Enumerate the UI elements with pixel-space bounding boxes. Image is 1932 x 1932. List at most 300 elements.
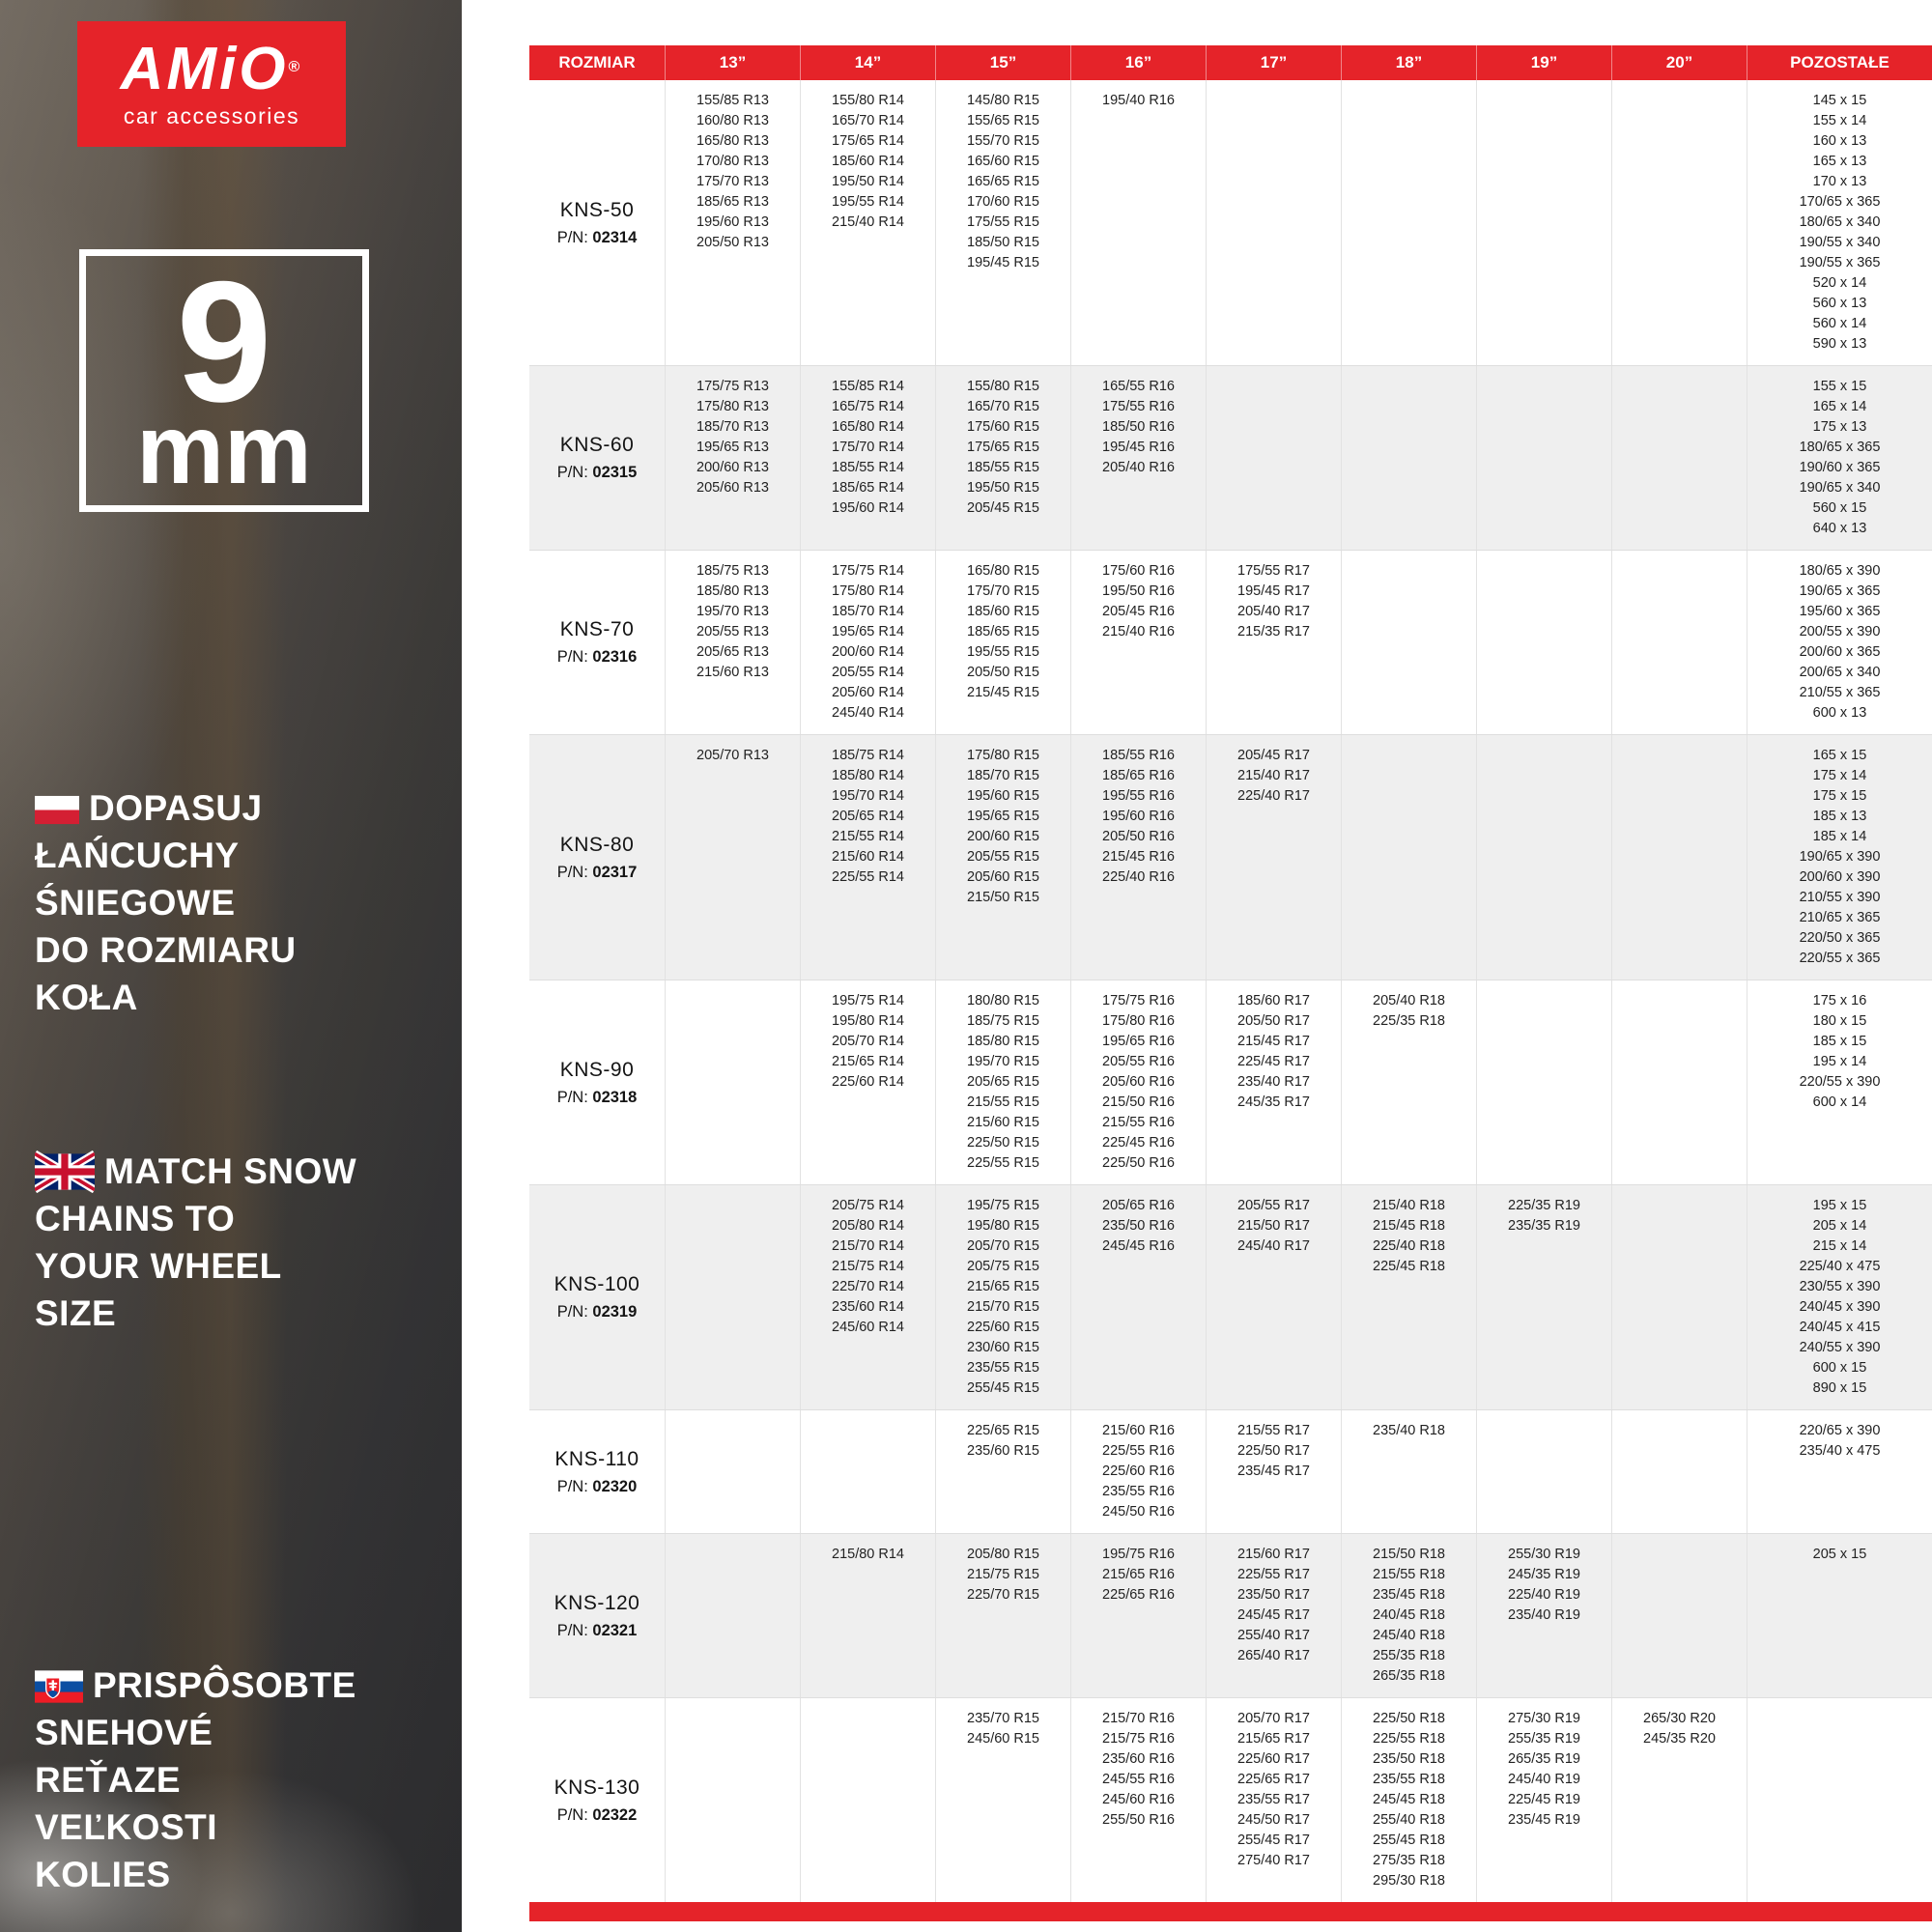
tire-size: 200/55 x 390 xyxy=(1799,624,1881,639)
tire-size: 225/50 R17 xyxy=(1237,1443,1310,1459)
tire-size: 225/55 R18 xyxy=(1373,1731,1445,1747)
model-cell xyxy=(529,1534,665,1697)
tire-size: 155/85 R13 xyxy=(696,93,769,108)
tire-size: 215/40 R17 xyxy=(1237,768,1310,783)
headline-polish: DOPASUJ ŁAŃCUCHY ŚNIEGOWE DO ROZMIARU KOŁA xyxy=(35,788,297,1017)
tire-size: 520 x 14 xyxy=(1812,275,1867,291)
tire-size: 190/65 x 340 xyxy=(1799,480,1881,496)
tire-size: 185/80 R14 xyxy=(832,768,904,783)
sizes-cell xyxy=(1070,80,1206,365)
tire-size: 165/65 R15 xyxy=(967,174,1039,189)
tire-size: 170/65 x 365 xyxy=(1799,194,1881,210)
tire-size: 175/75 R16 xyxy=(1102,993,1175,1009)
tire-size: 225/35 R19 xyxy=(1508,1198,1580,1213)
tire-size: 175/65 R14 xyxy=(832,133,904,149)
tire-size: 215/75 R14 xyxy=(832,1259,904,1274)
sizes-cell xyxy=(1747,1185,1932,1409)
sizes-cell xyxy=(800,1534,935,1697)
tire-size: 165 x 15 xyxy=(1812,748,1867,763)
tire-size: 205/65 R14 xyxy=(832,809,904,824)
model-name: KNS-80 xyxy=(559,833,635,856)
tire-size: 180/65 x 340 xyxy=(1799,214,1881,230)
tire-size: 235/50 R16 xyxy=(1102,1218,1175,1234)
tire-size: 210/65 x 365 xyxy=(1799,910,1881,925)
sizes-cell xyxy=(1206,551,1341,734)
tire-size: 225/55 R17 xyxy=(1237,1567,1310,1582)
tire-size: 205/80 R15 xyxy=(967,1547,1039,1562)
sizes-cell xyxy=(935,366,1070,550)
sizes-cell xyxy=(665,735,800,980)
tire-size: 235/55 R16 xyxy=(1102,1484,1175,1499)
tire-size: 175 x 15 xyxy=(1812,788,1867,804)
tire-size: 175/55 R17 xyxy=(1237,563,1310,579)
tire-size: 185/75 R15 xyxy=(967,1013,1039,1029)
tire-size: 215/55 R15 xyxy=(967,1094,1039,1110)
sizes-cell xyxy=(1070,735,1206,980)
tire-size: 215/75 R15 xyxy=(967,1567,1039,1582)
tire-size: 185/70 R15 xyxy=(967,768,1039,783)
model-name: KNS-100 xyxy=(554,1273,640,1295)
sizes-cell xyxy=(1206,80,1341,365)
tire-size: 190/55 x 365 xyxy=(1799,255,1881,270)
tire-size: 190/65 x 390 xyxy=(1799,849,1881,865)
part-number: P/N: 02321 xyxy=(556,1621,638,1639)
tire-size: 205/60 R15 xyxy=(967,869,1039,885)
tire-size: 225/50 R16 xyxy=(1102,1155,1175,1171)
tire-size: 225/65 R15 xyxy=(967,1423,1039,1438)
part-number: P/N: 02319 xyxy=(556,1303,638,1321)
tire-size: 215/45 R16 xyxy=(1102,849,1175,865)
tire-size: 180 x 15 xyxy=(1812,1013,1867,1029)
tire-size: 175/65 R15 xyxy=(967,440,1039,455)
sizes-cell xyxy=(1611,80,1747,365)
sizes-cell xyxy=(1341,551,1476,734)
sizes-cell xyxy=(800,1185,935,1409)
sizes-cell xyxy=(665,1185,800,1409)
tire-size: 600 x 13 xyxy=(1812,705,1867,721)
tire-size: 195/80 R14 xyxy=(832,1013,904,1029)
tire-size: 245/45 R16 xyxy=(1102,1238,1175,1254)
sizes-cell xyxy=(1476,80,1611,365)
sizes-cell xyxy=(1070,551,1206,734)
tire-size: 215/45 R18 xyxy=(1373,1218,1445,1234)
tire-size: 175/80 R15 xyxy=(967,748,1039,763)
tire-size: 215/55 R17 xyxy=(1237,1423,1310,1438)
tire-size: 265/40 R17 xyxy=(1237,1648,1310,1663)
tire-size: 175 x 13 xyxy=(1812,419,1867,435)
sizes-cell xyxy=(800,980,935,1184)
tire-size: 180/65 x 390 xyxy=(1799,563,1881,579)
sizes-cell xyxy=(1341,1534,1476,1697)
tire-size: 215/65 R16 xyxy=(1102,1567,1175,1582)
sizes-cell xyxy=(1611,735,1747,980)
tire-size: 175/60 R16 xyxy=(1102,563,1175,579)
tire-size: 195/50 R16 xyxy=(1102,583,1175,599)
tire-size: 205/55 R14 xyxy=(832,665,904,680)
tire-size: 245/40 R18 xyxy=(1373,1628,1445,1643)
tire-size: 245/55 R16 xyxy=(1102,1772,1175,1787)
tire-size: 145 x 15 xyxy=(1812,93,1867,108)
tire-size: 195/60 R13 xyxy=(696,214,769,230)
tire-size: 190/60 x 365 xyxy=(1799,460,1881,475)
tire-size: 205/70 R15 xyxy=(967,1238,1039,1254)
tire-size: 225/60 R14 xyxy=(832,1074,904,1090)
model-cell xyxy=(529,366,665,550)
table-row xyxy=(529,365,1932,550)
tire-size: 175/80 R16 xyxy=(1102,1013,1175,1029)
tire-size: 195/65 R16 xyxy=(1102,1034,1175,1049)
tire-size: 235/40 x 475 xyxy=(1799,1443,1881,1459)
tire-size: 195/60 R15 xyxy=(967,788,1039,804)
tire-size: 180/65 x 365 xyxy=(1799,440,1881,455)
tire-size: 255/35 R19 xyxy=(1508,1731,1580,1747)
tire-size: 195/45 R16 xyxy=(1102,440,1175,455)
sizes-cell xyxy=(1611,1410,1747,1533)
tire-size: 265/30 R20 xyxy=(1643,1711,1716,1726)
sizes-cell xyxy=(665,551,800,734)
tire-size: 235/50 R17 xyxy=(1237,1587,1310,1603)
part-number: P/N: 02322 xyxy=(556,1805,638,1824)
tire-size: 185/60 R15 xyxy=(967,604,1039,619)
tire-size: 600 x 15 xyxy=(1812,1360,1867,1376)
tire-size: 195 x 15 xyxy=(1812,1198,1867,1213)
sizes-cell xyxy=(1476,366,1611,550)
model-cell xyxy=(529,1698,665,1902)
tire-size: 205/75 R15 xyxy=(967,1259,1039,1274)
tire-size: 205/55 R13 xyxy=(696,624,769,639)
tire-size: 195/75 R14 xyxy=(832,993,904,1009)
tire-size: 295/30 R18 xyxy=(1373,1873,1445,1889)
tire-size: 195/60 R14 xyxy=(832,500,904,516)
tire-size: 200/60 R13 xyxy=(696,460,769,475)
tire-size: 185 x 15 xyxy=(1812,1034,1867,1049)
sizes-cell xyxy=(935,1410,1070,1533)
tire-size: 195/70 R15 xyxy=(967,1054,1039,1069)
model-cell xyxy=(529,551,665,734)
tire-size: 170/80 R13 xyxy=(696,154,769,169)
tire-size: 225/45 R16 xyxy=(1102,1135,1175,1151)
tire-size: 590 x 13 xyxy=(1812,336,1867,352)
sizes-cell xyxy=(1206,1410,1341,1533)
tire-size: 165/70 R14 xyxy=(832,113,904,128)
tire-size: 225/55 R14 xyxy=(832,869,904,885)
part-number: P/N: 02314 xyxy=(556,228,638,246)
sizes-cell xyxy=(1747,735,1932,980)
tire-size: 165/75 R14 xyxy=(832,399,904,414)
tire-size: 195/50 R15 xyxy=(967,480,1039,496)
tire-size: 205/50 R16 xyxy=(1102,829,1175,844)
sizes-cell xyxy=(1206,735,1341,980)
column-header: 20” xyxy=(1611,45,1747,80)
tire-size: 245/60 R16 xyxy=(1102,1792,1175,1807)
tire-size: 205 x 14 xyxy=(1812,1218,1867,1234)
sizes-cell xyxy=(1476,1698,1611,1902)
sizes-cell xyxy=(1611,1185,1747,1409)
table-row xyxy=(529,1533,1932,1697)
tire-size: 255/45 R17 xyxy=(1237,1833,1310,1848)
sizes-cell xyxy=(800,1698,935,1902)
tire-size: 215/45 R17 xyxy=(1237,1034,1310,1049)
tire-size: 225/45 R19 xyxy=(1508,1792,1580,1807)
tire-size: 215/40 R16 xyxy=(1102,624,1175,639)
tire-size: 215/70 R14 xyxy=(832,1238,904,1254)
tire-size: 255/40 R17 xyxy=(1237,1628,1310,1643)
tire-size: 225/35 R18 xyxy=(1373,1013,1445,1029)
tire-size: 235/60 R15 xyxy=(967,1443,1039,1459)
model-name: KNS-50 xyxy=(559,198,635,221)
headline-english: MATCH SNOW CHAINS TO YOUR WHEEL SIZE xyxy=(35,1151,357,1333)
sizes-cell xyxy=(800,1410,935,1533)
tire-size: 185/65 R16 xyxy=(1102,768,1175,783)
tire-size: 205/60 R13 xyxy=(696,480,769,496)
tire-size: 155/80 R14 xyxy=(832,93,904,108)
tire-size: 195/65 R15 xyxy=(967,809,1039,824)
tire-size: 185/65 R13 xyxy=(696,194,769,210)
sizes-cell xyxy=(1476,735,1611,980)
tire-size: 215/50 R18 xyxy=(1373,1547,1445,1562)
tire-size: 235/50 R18 xyxy=(1373,1751,1445,1767)
part-number: P/N: 02315 xyxy=(556,464,638,481)
tire-size: 240/45 x 415 xyxy=(1799,1320,1881,1335)
tire-size: 225/40 R16 xyxy=(1102,869,1175,885)
sizes-cell xyxy=(1070,366,1206,550)
tire-size: 195/70 R13 xyxy=(696,604,769,619)
tire-size: 175/60 R15 xyxy=(967,419,1039,435)
sizes-cell xyxy=(800,80,935,365)
sizes-cell xyxy=(1341,1410,1476,1533)
tire-size: 185/65 R14 xyxy=(832,480,904,496)
column-header: 15” xyxy=(935,45,1070,80)
sizes-cell xyxy=(1206,1185,1341,1409)
sizes-cell xyxy=(1341,80,1476,365)
tire-size: 195/80 R15 xyxy=(967,1218,1039,1234)
brand-tagline: car accessories xyxy=(123,102,300,128)
tire-size: 165/70 R15 xyxy=(967,399,1039,414)
column-header: 19” xyxy=(1476,45,1611,80)
tire-size: 155 x 14 xyxy=(1812,113,1867,128)
tire-size: 215 x 14 xyxy=(1812,1238,1867,1254)
tire-size: 215/40 R18 xyxy=(1373,1198,1445,1213)
sizes-cell xyxy=(1206,980,1341,1184)
sizes-cell xyxy=(1611,551,1747,734)
tire-size: 215/55 R18 xyxy=(1373,1567,1445,1582)
tire-size: 155/70 R15 xyxy=(967,133,1039,149)
model-cell xyxy=(529,735,665,980)
tire-size: 165/80 R15 xyxy=(967,563,1039,579)
tire-size: 185/70 R13 xyxy=(696,419,769,435)
poland-flag-icon xyxy=(35,795,79,825)
tire-size: 225/50 R15 xyxy=(967,1135,1039,1151)
column-header: 16” xyxy=(1070,45,1206,80)
tire-size: 245/60 R14 xyxy=(832,1320,904,1335)
table-row xyxy=(529,980,1932,1184)
sizes-cell xyxy=(1476,1185,1611,1409)
tire-size: 185/80 R15 xyxy=(967,1034,1039,1049)
column-header: 18” xyxy=(1341,45,1476,80)
tire-size: 255/30 R19 xyxy=(1508,1547,1580,1562)
model-name: KNS-110 xyxy=(554,1447,639,1470)
sizes-cell xyxy=(1747,1534,1932,1697)
tire-size: 200/60 R14 xyxy=(832,644,904,660)
tire-size: 195/65 R14 xyxy=(832,624,904,639)
sizes-cell xyxy=(1341,1185,1476,1409)
sizes-cell xyxy=(1747,1698,1932,1902)
tire-size: 245/35 R17 xyxy=(1237,1094,1310,1110)
tire-size: 175/70 R14 xyxy=(832,440,904,455)
fitment-table xyxy=(529,45,1932,1921)
tire-size: 225/65 R16 xyxy=(1102,1587,1175,1603)
tire-size: 175/80 R14 xyxy=(832,583,904,599)
column-header: 17” xyxy=(1206,45,1341,80)
tire-size: 220/50 x 365 xyxy=(1799,930,1881,946)
tire-size: 235/45 R17 xyxy=(1237,1463,1310,1479)
brand-logo xyxy=(77,21,346,147)
sizes-cell xyxy=(800,735,935,980)
table-row xyxy=(529,550,1932,734)
tire-size: 230/60 R15 xyxy=(967,1340,1039,1355)
table-row xyxy=(529,1184,1932,1409)
table-body xyxy=(529,80,1932,1902)
tire-size: 205/60 R16 xyxy=(1102,1074,1175,1090)
tire-size: 235/45 R19 xyxy=(1508,1812,1580,1828)
sizes-cell xyxy=(1747,551,1932,734)
tire-size: 215/50 R15 xyxy=(967,890,1039,905)
tire-size: 205/45 R16 xyxy=(1102,604,1175,619)
tire-size: 200/60 x 365 xyxy=(1799,644,1881,660)
tire-size: 560 x 13 xyxy=(1812,296,1867,311)
tire-size: 205/55 R16 xyxy=(1102,1054,1175,1069)
tire-size: 155/80 R15 xyxy=(967,379,1039,394)
tire-size: 200/60 R15 xyxy=(967,829,1039,844)
tire-size: 235/70 R15 xyxy=(967,1711,1039,1726)
part-number: P/N: 02317 xyxy=(556,863,638,881)
tire-size: 215/75 R16 xyxy=(1102,1731,1175,1747)
tire-size: 185/65 R15 xyxy=(967,624,1039,639)
tire-size: 175/70 R13 xyxy=(696,174,769,189)
tire-size: 240/45 R18 xyxy=(1373,1607,1445,1623)
tire-size: 195/45 R17 xyxy=(1237,583,1310,599)
tire-size: 265/35 R19 xyxy=(1508,1751,1580,1767)
sizes-cell xyxy=(665,366,800,550)
tire-size: 560 x 14 xyxy=(1812,316,1867,331)
table-bottom-bar xyxy=(529,1902,1932,1921)
tire-size: 205/55 R17 xyxy=(1237,1198,1310,1213)
sizes-cell xyxy=(935,1698,1070,1902)
tire-size: 245/35 R19 xyxy=(1508,1567,1580,1582)
part-number: P/N: 02318 xyxy=(556,1088,638,1106)
tire-size: 195/60 x 365 xyxy=(1799,604,1881,619)
tire-size: 205/55 R15 xyxy=(967,849,1039,865)
sizes-cell xyxy=(1070,980,1206,1184)
tire-size: 205/80 R14 xyxy=(832,1218,904,1234)
tire-size: 235/40 R19 xyxy=(1508,1607,1580,1623)
tire-size: 265/35 R18 xyxy=(1373,1668,1445,1684)
tire-size: 195/40 R16 xyxy=(1102,93,1175,108)
tire-size: 205/60 R14 xyxy=(832,685,904,700)
tire-size: 215/60 R16 xyxy=(1102,1423,1175,1438)
sizes-cell xyxy=(665,1410,800,1533)
tire-size: 245/40 R19 xyxy=(1508,1772,1580,1787)
tire-size: 175/55 R15 xyxy=(967,214,1039,230)
sizes-cell xyxy=(935,80,1070,365)
tire-size: 255/45 R18 xyxy=(1373,1833,1445,1848)
tire-size: 245/40 R17 xyxy=(1237,1238,1310,1254)
tire-size: 175/55 R16 xyxy=(1102,399,1175,414)
tire-size: 890 x 15 xyxy=(1812,1380,1867,1396)
tire-size: 205/50 R15 xyxy=(967,665,1039,680)
tire-size: 155/85 R14 xyxy=(832,379,904,394)
tire-size: 225/45 R17 xyxy=(1237,1054,1310,1069)
tire-size: 240/55 x 390 xyxy=(1799,1340,1881,1355)
sizes-cell xyxy=(1476,1534,1611,1697)
tire-size: 225/65 R17 xyxy=(1237,1772,1310,1787)
tire-size: 205/75 R14 xyxy=(832,1198,904,1213)
tire-size: 255/40 R18 xyxy=(1373,1812,1445,1828)
sizes-cell xyxy=(1476,1410,1611,1533)
tire-size: 235/55 R17 xyxy=(1237,1792,1310,1807)
tire-size: 195/55 R16 xyxy=(1102,788,1175,804)
sizes-cell xyxy=(800,551,935,734)
tire-size: 185/55 R14 xyxy=(832,460,904,475)
tire-size: 220/55 x 390 xyxy=(1799,1074,1881,1090)
tire-size: 225/60 R15 xyxy=(967,1320,1039,1335)
table-row xyxy=(529,1697,1932,1902)
tire-size: 175 x 16 xyxy=(1812,993,1867,1009)
sizes-cell xyxy=(1070,1698,1206,1902)
tire-size: 175 x 14 xyxy=(1812,768,1867,783)
tire-size: 235/55 R15 xyxy=(967,1360,1039,1376)
sizes-cell xyxy=(935,980,1070,1184)
sizes-cell xyxy=(1341,980,1476,1184)
tire-size: 205/50 R17 xyxy=(1237,1013,1310,1029)
tire-size: 245/45 R18 xyxy=(1373,1792,1445,1807)
tire-size: 225/60 R16 xyxy=(1102,1463,1175,1479)
tire-size: 560 x 15 xyxy=(1812,500,1867,516)
tire-size: 215/70 R15 xyxy=(967,1299,1039,1315)
tire-size: 185/80 R13 xyxy=(696,583,769,599)
tire-size: 225/45 R18 xyxy=(1373,1259,1445,1274)
sizes-cell xyxy=(1476,980,1611,1184)
tire-size: 225/50 R18 xyxy=(1373,1711,1445,1726)
tire-size: 215/60 R17 xyxy=(1237,1547,1310,1562)
tire-size: 600 x 14 xyxy=(1812,1094,1867,1110)
sizes-cell xyxy=(1476,551,1611,734)
tire-size: 225/70 R14 xyxy=(832,1279,904,1294)
tire-size: 275/35 R18 xyxy=(1373,1853,1445,1868)
model-name: KNS-90 xyxy=(559,1058,635,1081)
sizes-cell xyxy=(1747,1410,1932,1533)
tire-size: 185/70 R14 xyxy=(832,604,904,619)
table-header-row xyxy=(529,45,1932,80)
tire-size: 225/40 R19 xyxy=(1508,1587,1580,1603)
tire-size: 165/60 R15 xyxy=(967,154,1039,169)
tire-size: 185 x 14 xyxy=(1812,829,1867,844)
tire-size: 190/55 x 340 xyxy=(1799,235,1881,250)
tire-size: 245/50 R16 xyxy=(1102,1504,1175,1520)
tire-size: 230/55 x 390 xyxy=(1799,1279,1881,1294)
model-name: KNS-70 xyxy=(559,618,635,640)
table-row xyxy=(529,1409,1932,1533)
tire-size: 185/50 R16 xyxy=(1102,419,1175,435)
model-name: KNS-60 xyxy=(559,434,635,456)
tire-size: 215/70 R16 xyxy=(1102,1711,1175,1726)
tire-size: 205/45 R15 xyxy=(967,500,1039,516)
sizes-cell xyxy=(1206,1534,1341,1697)
tire-size: 205/65 R13 xyxy=(696,644,769,660)
tire-size: 225/60 R17 xyxy=(1237,1751,1310,1767)
tire-size: 170 x 13 xyxy=(1812,174,1867,189)
sizes-cell xyxy=(1611,366,1747,550)
